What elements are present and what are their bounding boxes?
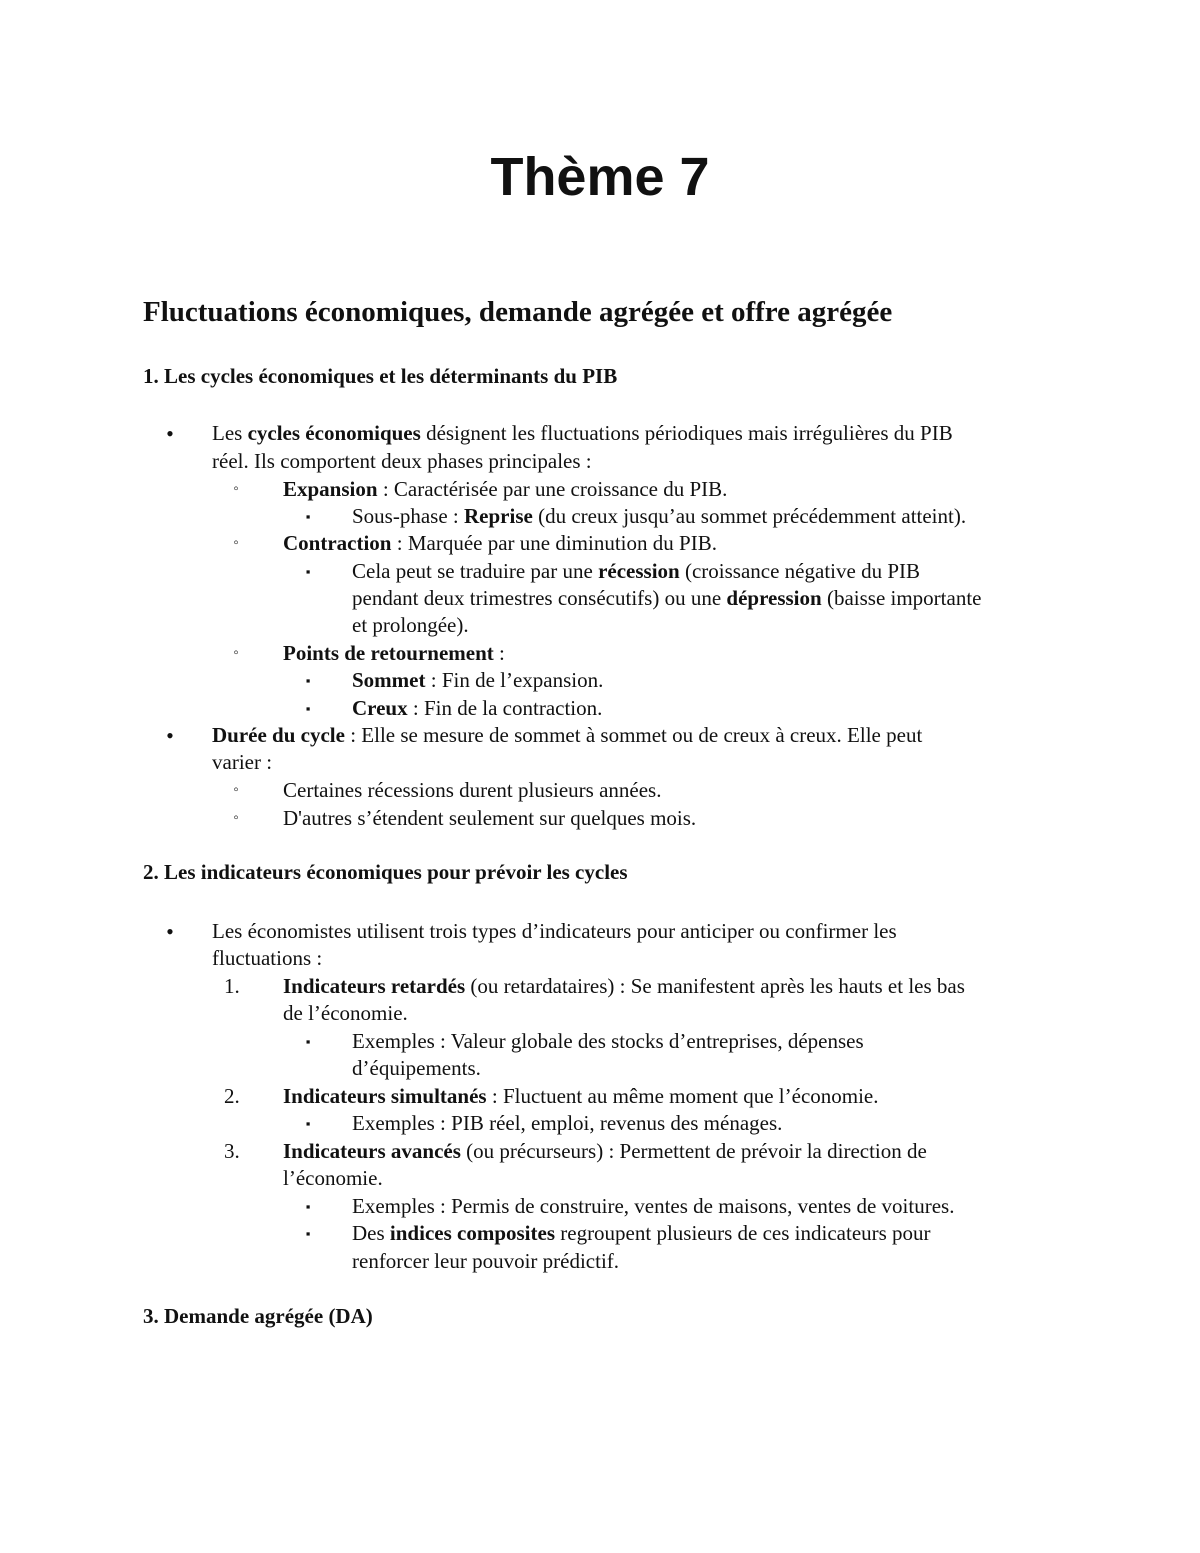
list-item-retardes-examples: Exemples : Valeur globale des stocks d’entreprises, dépenses [352, 1029, 864, 1053]
paragraph-indicators-intro-cont: fluctuations : [212, 946, 323, 970]
section-heading-3: 3. Demande agrégée (DA) [143, 1304, 373, 1328]
bullet-level1: • [166, 919, 174, 944]
paragraph-cycles-definition-cont: réel. Ils comportent deux phases principales : [212, 449, 592, 473]
list-item-autres: D'autres s’étendent seulement sur quelques mois. [283, 806, 697, 830]
bullet-level3: ▪ [305, 509, 311, 524]
list-item-indices-cont: renforcer leur pouvoir prédictif. [352, 1249, 620, 1273]
bullet-level3: ▪ [305, 1199, 311, 1214]
list-item-certaines: Certaines récessions durent plusieurs années. [283, 778, 662, 802]
list-number: 1. [224, 974, 240, 998]
page-title: Thème 7 [490, 147, 710, 207]
list-item-expansion: Expansion : Caractérisée par une croissance du PIB. [283, 477, 728, 501]
bullet-level2: ◦ [233, 535, 239, 551]
bullet-level3: ▪ [305, 564, 311, 579]
list-item-recession-cont: pendant deux trimestres consécutifs) ou une dépression (baisse importante [352, 586, 982, 610]
bullet-level3: ▪ [305, 701, 311, 716]
paragraph-indicators-intro: Les économistes utilisent trois types d’indicateurs pour anticiper ou confirmer les [212, 919, 897, 943]
list-item-retardes-examples-cont: d’équipements. [352, 1056, 481, 1080]
bullet-level2: ◦ [233, 782, 239, 798]
bullet-level2: ◦ [233, 810, 239, 826]
bullet-level3: ▪ [305, 1034, 311, 1049]
list-item-retardes: Indicateurs retardés (ou retardataires) : Se manifestent après les hauts et les bas [283, 974, 965, 998]
list-item-indices: Des indices composites regroupent plusieurs de ces indicateurs pour [352, 1221, 931, 1245]
bullet-level2: ◦ [233, 645, 239, 661]
list-item-simultanes: Indicateurs simultanés : Fluctuent au même moment que l’économie. [283, 1084, 879, 1108]
bullet-level2: ◦ [233, 481, 239, 497]
paragraph-duree: Durée du cycle : Elle se mesure de sommet à sommet ou de creux à creux. Elle peut [212, 723, 923, 747]
list-item-avances-cont: l’économie. [283, 1166, 383, 1190]
list-item-avances: Indicateurs avancés (ou précurseurs) : Permettent de prévoir la direction de [283, 1139, 927, 1163]
section-heading-1: 1. Les cycles économiques et les déterminants du PIB [143, 364, 618, 388]
list-number: 3. [224, 1139, 240, 1163]
paragraph-duree-cont: varier : [212, 750, 273, 774]
bullet-level1: • [166, 421, 174, 446]
bullet-level1: • [166, 723, 174, 748]
list-item-recession: Cela peut se traduire par une récession (croissance négative du PIB [352, 559, 920, 583]
paragraph-cycles-definition: Les cycles économiques désignent les fluctuations périodiques mais irrégulières du PIB [212, 421, 953, 445]
bullet-level3: ▪ [305, 1116, 311, 1131]
list-item-sommet: Sommet : Fin de l’expansion. [352, 668, 604, 692]
section-heading-2: 2. Les indicateurs économiques pour prévoir les cycles [143, 860, 628, 884]
list-number: 2. [224, 1084, 240, 1108]
bullet-level3: ▪ [305, 673, 311, 688]
list-item-points: Points de retournement : [283, 641, 505, 665]
list-item-creux: Creux : Fin de la contraction. [352, 696, 603, 720]
list-item-simultanes-examples: Exemples : PIB réel, emploi, revenus des ménages. [352, 1111, 783, 1135]
list-item-avances-examples: Exemples : Permis de construire, ventes de maisons, ventes de voitures. [352, 1194, 955, 1218]
list-item-reprise: Sous-phase : Reprise (du creux jusqu’au sommet précédemment atteint). [352, 504, 967, 528]
list-item-recession-cont2: et prolongée). [352, 613, 469, 637]
bullet-level3: ▪ [305, 1226, 311, 1241]
document-subtitle: Fluctuations économiques, demande agrégée et offre agrégée [143, 296, 893, 328]
list-item-retardes-cont: de l’économie. [283, 1001, 408, 1025]
list-item-contraction: Contraction : Marquée par une diminution du PIB. [283, 531, 717, 555]
